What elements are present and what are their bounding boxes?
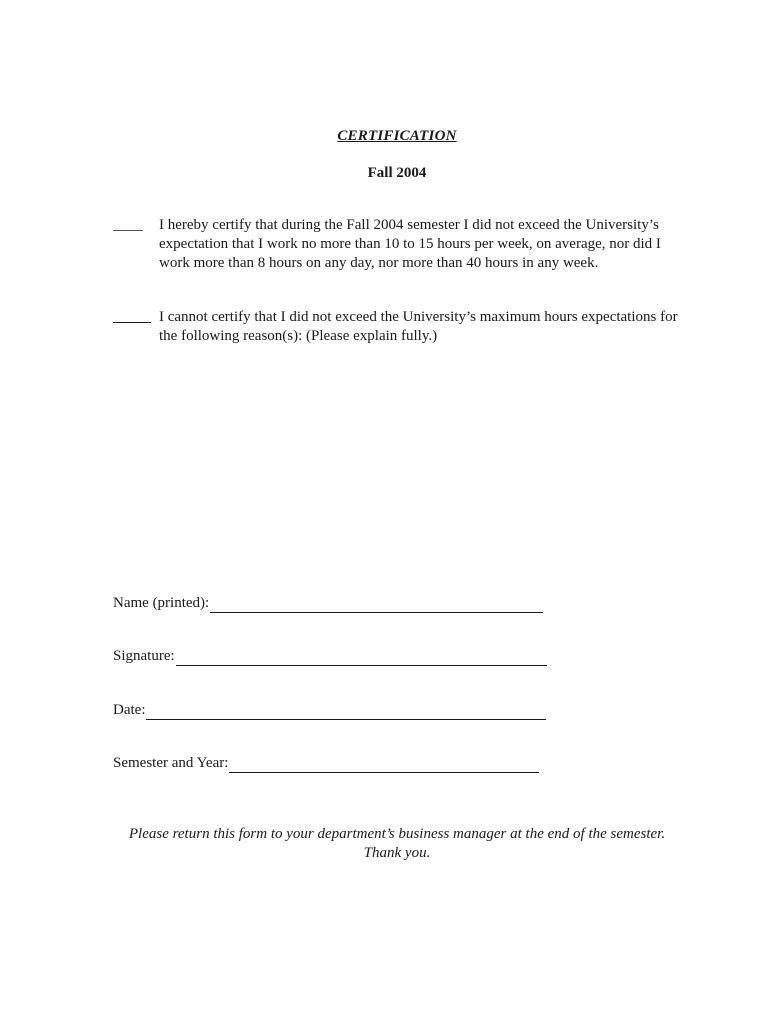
thank-you-note: Thank you. [363,845,431,861]
name-input-line[interactable] [210,597,543,613]
cannot-certify-option-text: I cannot certify that I did not exceed the University’s maximum hours expectations for the following reason(s): (Please explain fully.) [159,309,678,344]
semester-year-label: Semester and Year: [113,755,229,771]
certify-checkline[interactable] [113,230,143,231]
date-field [113,701,546,720]
signature-field [113,647,547,666]
date-label: Date: [113,702,146,718]
name-field [113,594,543,613]
form-title: CERTIFICATION [337,128,457,144]
certify-option-text: I hereby certify that during the Fall 2004 semester I did not exceed the University’s expectation that I work no more than 10 to 15 hours per week, on average, nor did I work more than 8 hours on any day, nor more than 40 hours in any week. [159,217,661,271]
cannot-certify-checkline[interactable] [113,322,151,323]
semester-year-field [113,754,539,773]
signature-input-line[interactable] [176,650,547,666]
name-label: Name (printed): [113,595,210,611]
semester-year-input-line[interactable] [229,757,539,773]
form-subtitle: Fall 2004 [367,165,427,181]
return-instructions: Please return this form to your department’s business manager at the end of the semester. [128,826,666,842]
date-input-line[interactable] [146,704,546,720]
signature-label: Signature: [113,648,175,664]
